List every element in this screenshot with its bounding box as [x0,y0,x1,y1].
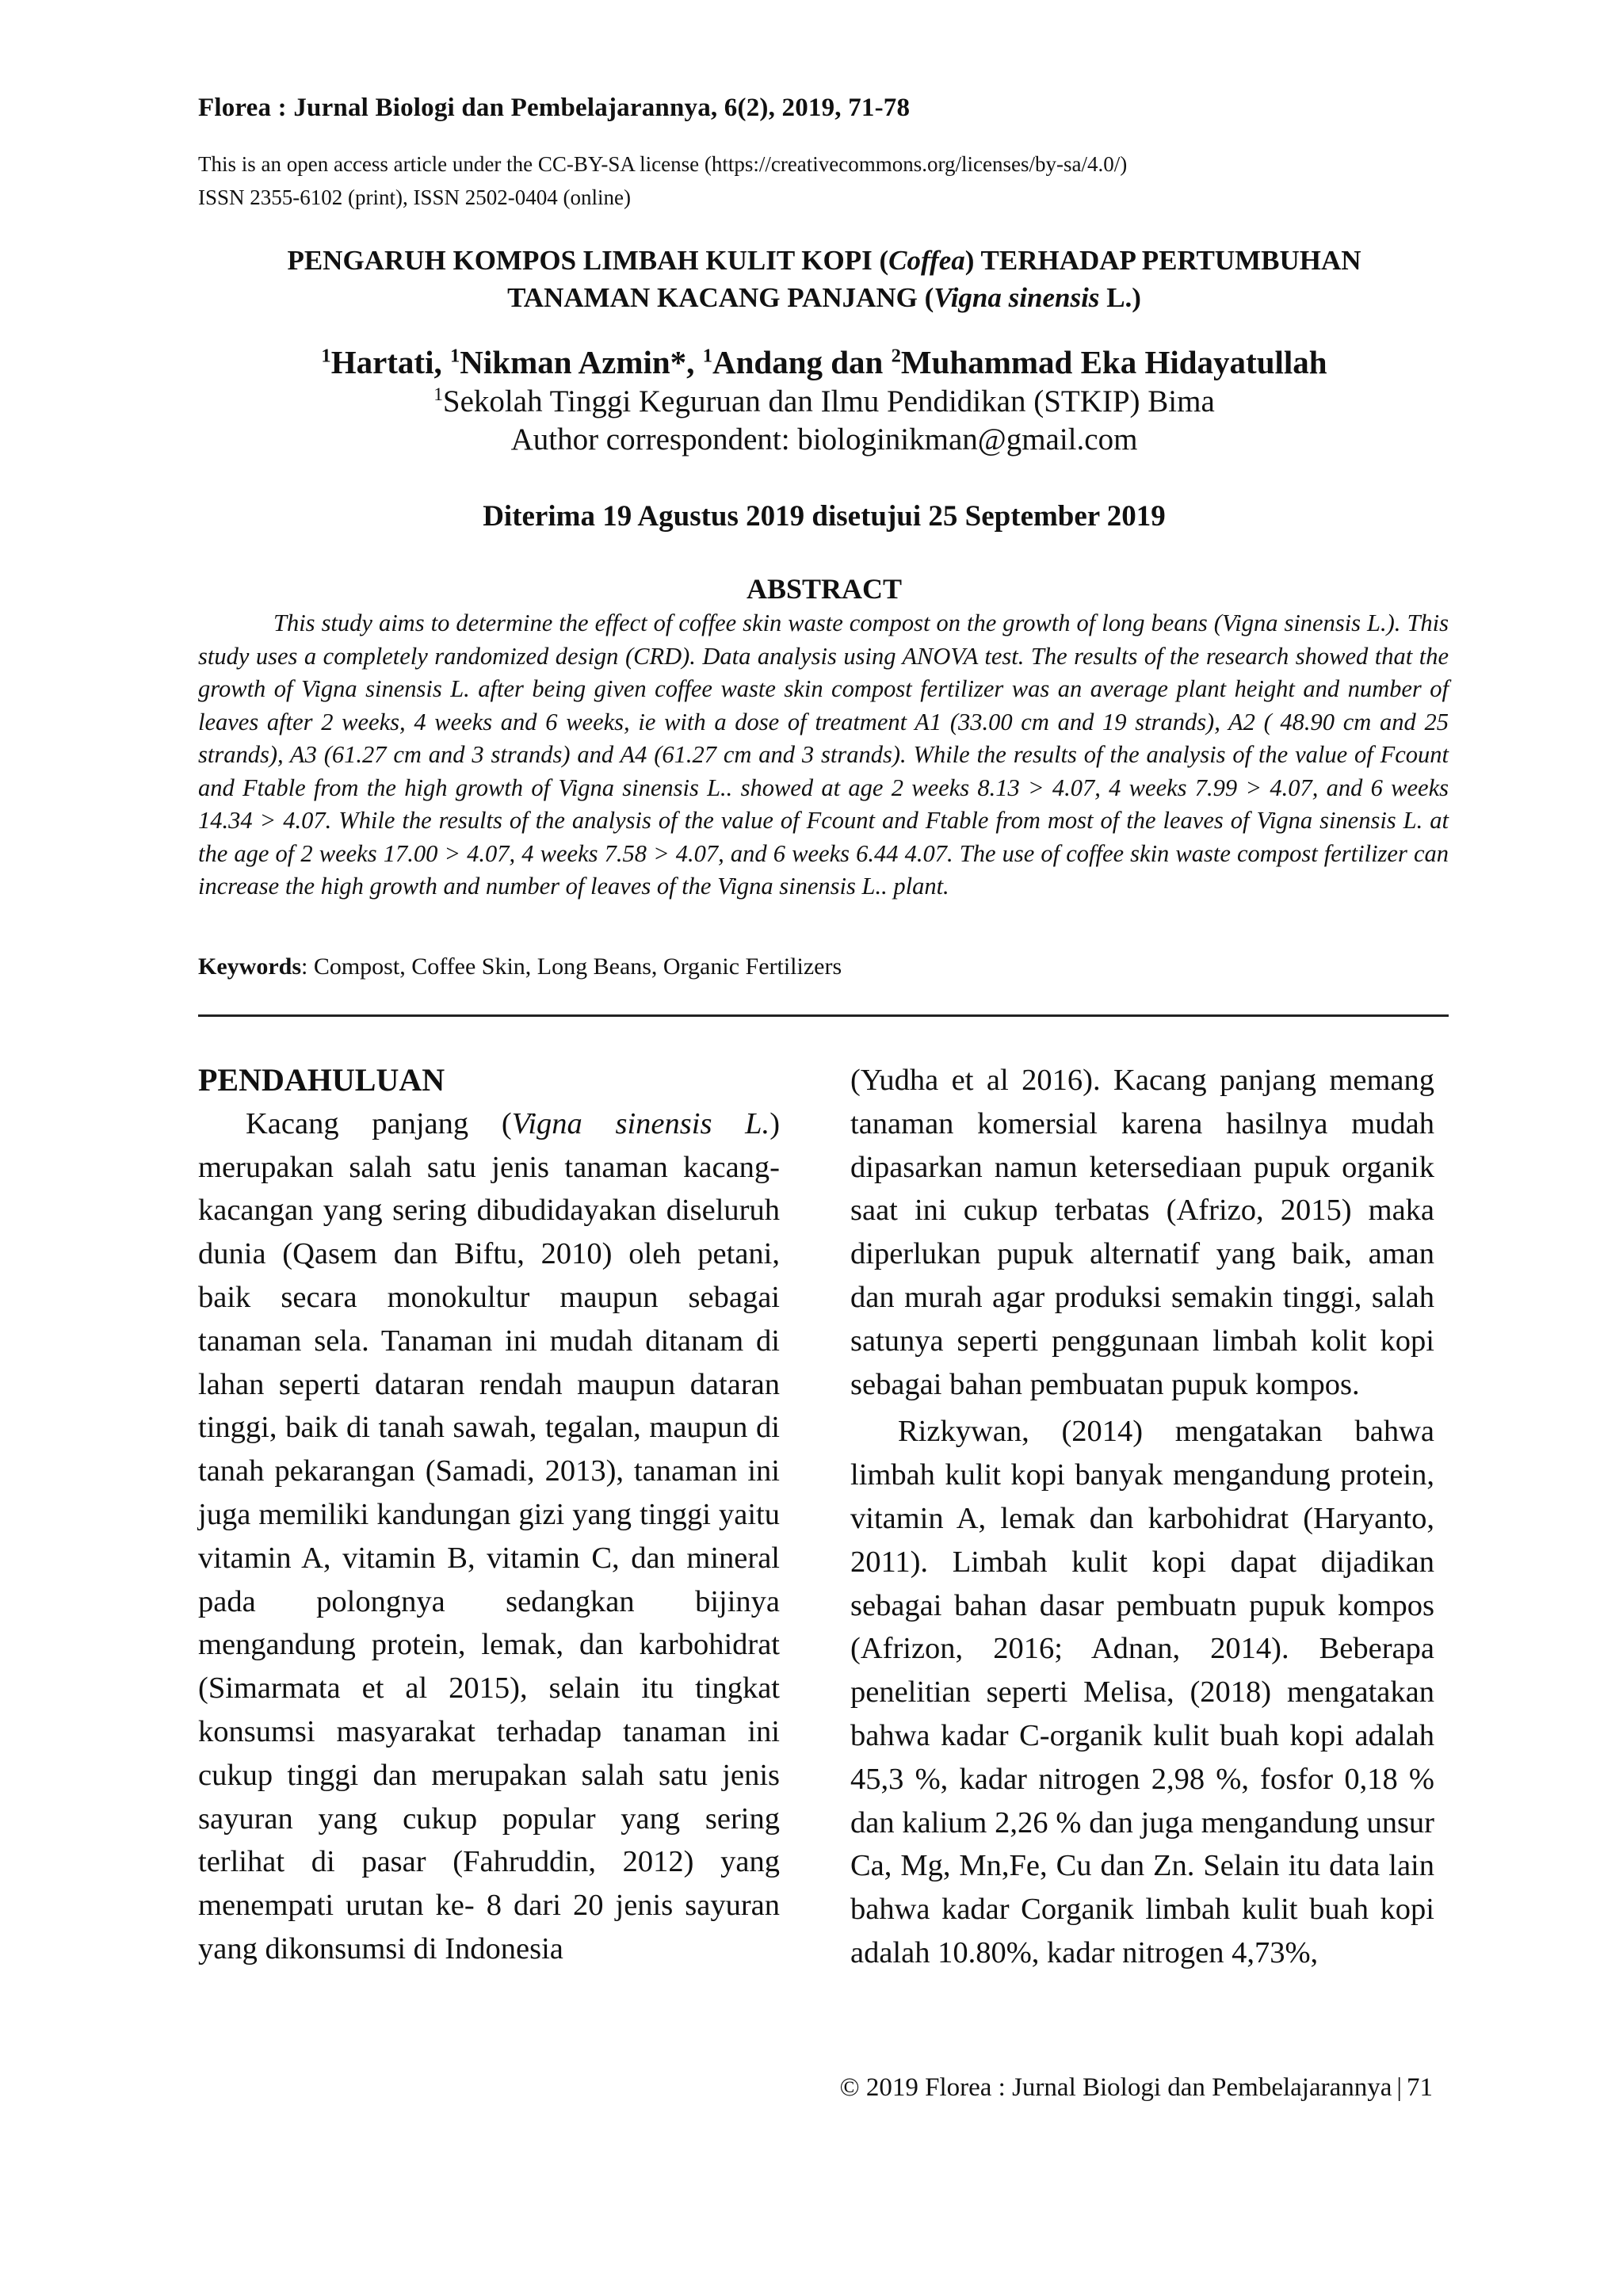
abstract-text: This study aims to determine the effect of coffee skin waste compost on the growth of long beans (Vigna sinensis L.). This study uses a completely randomized design (CRD). Data analysis using ANOVA test. The results of the research showed that the growth of Vigna sinensis L. after being given coffee waste skin compost fertilizer was an average plant height and number of leaves after 2 weeks, 4 weeks and 6 weeks, ie with a dose of treatment A1 (33.00 cm and 19 strands), A2 ( 48.90 cm and 25 strands), A3 (61.27 cm and 3 strands) and A4 (61.27 cm and 3 strands). While the results of the analysis of the value of Fcount and Ftable from the high growth of Vigna sinensis L.. showed at age 2 weeks 8.13 > 4.07, 4 weeks 7.99 > 4.07, and 6 weeks 14.34 > 4.07. While the results of the analysis of the value of Fcount and Ftable from most of the leaves of Vigna sinensis L. at the age of 2 weeks 17.00 > 4.07, 4 weeks 7.58 > 4.07, and 6 weeks 6.44 4.07. The use of coffee skin waste compost fertilizer can increase the high growth and number of leaves of the Vigna sinensis L.. plant. [198,609,1449,900]
correspondent-email: Author correspondent: biologinikman@gmail.com [510,422,1138,457]
affiliation-sup: 1 [433,384,443,405]
page-number: 71 [1407,2073,1433,2102]
title-text: ) TERHADAP PERTUMBUHAN [964,245,1361,276]
title-text: TANAMAN KACANG PANJANG ( [507,282,934,313]
affiliation-text: Sekolah Tinggi Keguruan dan Ilmu Pendidikan (STKIP) Bima [442,384,1215,418]
author-sup: 1 [321,345,331,367]
author-sup: 2 [891,345,901,367]
keywords-label: Keywords [198,953,301,980]
author-list [198,343,1450,381]
article-title [198,242,1450,316]
section-heading: PENDAHULUAN [198,1062,445,1098]
author-name: Muhammad Eka Hidayatullah [900,344,1327,380]
author-name: Nikman Azmin*, [460,344,703,380]
section-divider [198,1014,1449,1017]
paragraph-text: ) merupakan salah satu jenis tanaman kacang-kacangan yang sering dibudidayakan diseluruh dunia (Qasem dan Biftu, 2010) oleh petani, baik secara monokultur maupun sebagai tanaman sela. Tanaman ini mudah ditanam di lahan seperti dataran rendah maupun dataran tinggi, baik di tanah sawah, tegalan, maupun di tanah pekarangan (Samadi, 2013), tanaman ini juga memiliki kandungan gizi yang tinggi yaitu vitamin A, vitamin B, vitamin C, dan mineral pada polongnya sedangkan bijinya mengandung protein, lemak, dan karbohidrat (Simarmata et al 2015), selain itu tingkat konsumsi masyarakat terhadap tanaman ini cukup tinggi dan merupakan salah satu jenis sayuran yang cukup popular yang sering terlihat di pasar (Fahruddin, 2012) yang menempati urutan ke- 8 dari 20 jenis sayuran yang dikonsumsi di Indonesia [198,1106,781,1966]
body-paragraph: Rizkywan, (2014) mengatakan bahwa limbah kulit kopi banyak mengandung protein, vitamin A, lemak dan karbohidrat (Haryanto, 2011). Limbah kulit kopi dapat dijadikan sebagai bahan dasar pembuatn pupuk kompos (Afrizon, 2016; Adnan, 2014). Beberapa penelitian seperti Melisa, (2018) mengatakan bahwa kadar C-organik kulit buah kopi adalah 45,3 %, kadar nitrogen 2,98 %, fosfor 0,18 % dan kalium 2,26 % dan juga mengandung unsur Ca, Mg, Mn,Fe, Cu dan Zn. Selain itu data lain bahwa kadar Corganik limbah kulit buah kopi adalah 10.80%, kadar nitrogen 4,73%, [850,1415,1434,1969]
received-accepted-dates: Diterima 19 Agustus 2019 disetujui 25 September 2019 [483,500,1166,533]
issn-line: ISSN 2355-6102 (print), ISSN 2502-0404 (online) [198,185,631,209]
title-text: PENGARUH KOMPOS LIMBAH KULIT KOPI ( [287,245,889,276]
author-sup: 1 [449,345,460,367]
author-sup: 1 [702,345,712,367]
affiliation [198,384,1450,420]
italic-species: Vigna sinensis L. [511,1106,770,1140]
page-footer [840,2072,1433,2103]
keywords-line [198,953,842,980]
body-column-right [850,1059,1434,1975]
paragraph-text: Kacang panjang ( [246,1106,512,1140]
title-italic-coffea: Coffea [888,245,965,276]
license-block [198,147,1127,214]
author-name: Andang dan [712,344,892,380]
body-paragraph: (Yudha et al 2016). Kacang panjang memang tanaman komersial karena hasilnya mudah dipasarkan namun ketersediaan pupuk organik saat ini cukup terbatas (Afrizo, 2015) maka diperlukan pupuk alternatif yang baik, aman dan murah agar produksi semakin tinggi, salah satunya seperti penggunaan limbah kolit kopi sebagai bahan pembuatan pupuk kompos. [850,1064,1434,1401]
body-paragraph [198,1102,780,1971]
footer-text: © 2019 Florea : Jurnal Biologi dan Pembelajarannya [839,2073,1392,2102]
footer-separator: | [1396,2073,1402,2102]
abstract-heading: ABSTRACT [746,573,903,605]
journal-citation: Florea : Jurnal Biologi dan Pembelajarannya, 6(2), 2019, 71-78 [198,94,911,122]
license-line: This is an open access article under the CC-BY-SA license (https://creativecommons.org/licenses/by-sa/4.0/) [198,152,1128,176]
keywords-text: : Compost, Coffee Skin, Long Beans, Organic Fertilizers [301,953,842,980]
title-italic-vigna: Vigna sinensis [934,282,1100,313]
body-column-left [198,1059,780,1971]
title-text: L.) [1099,282,1141,313]
author-name: Hartati, [330,344,450,380]
